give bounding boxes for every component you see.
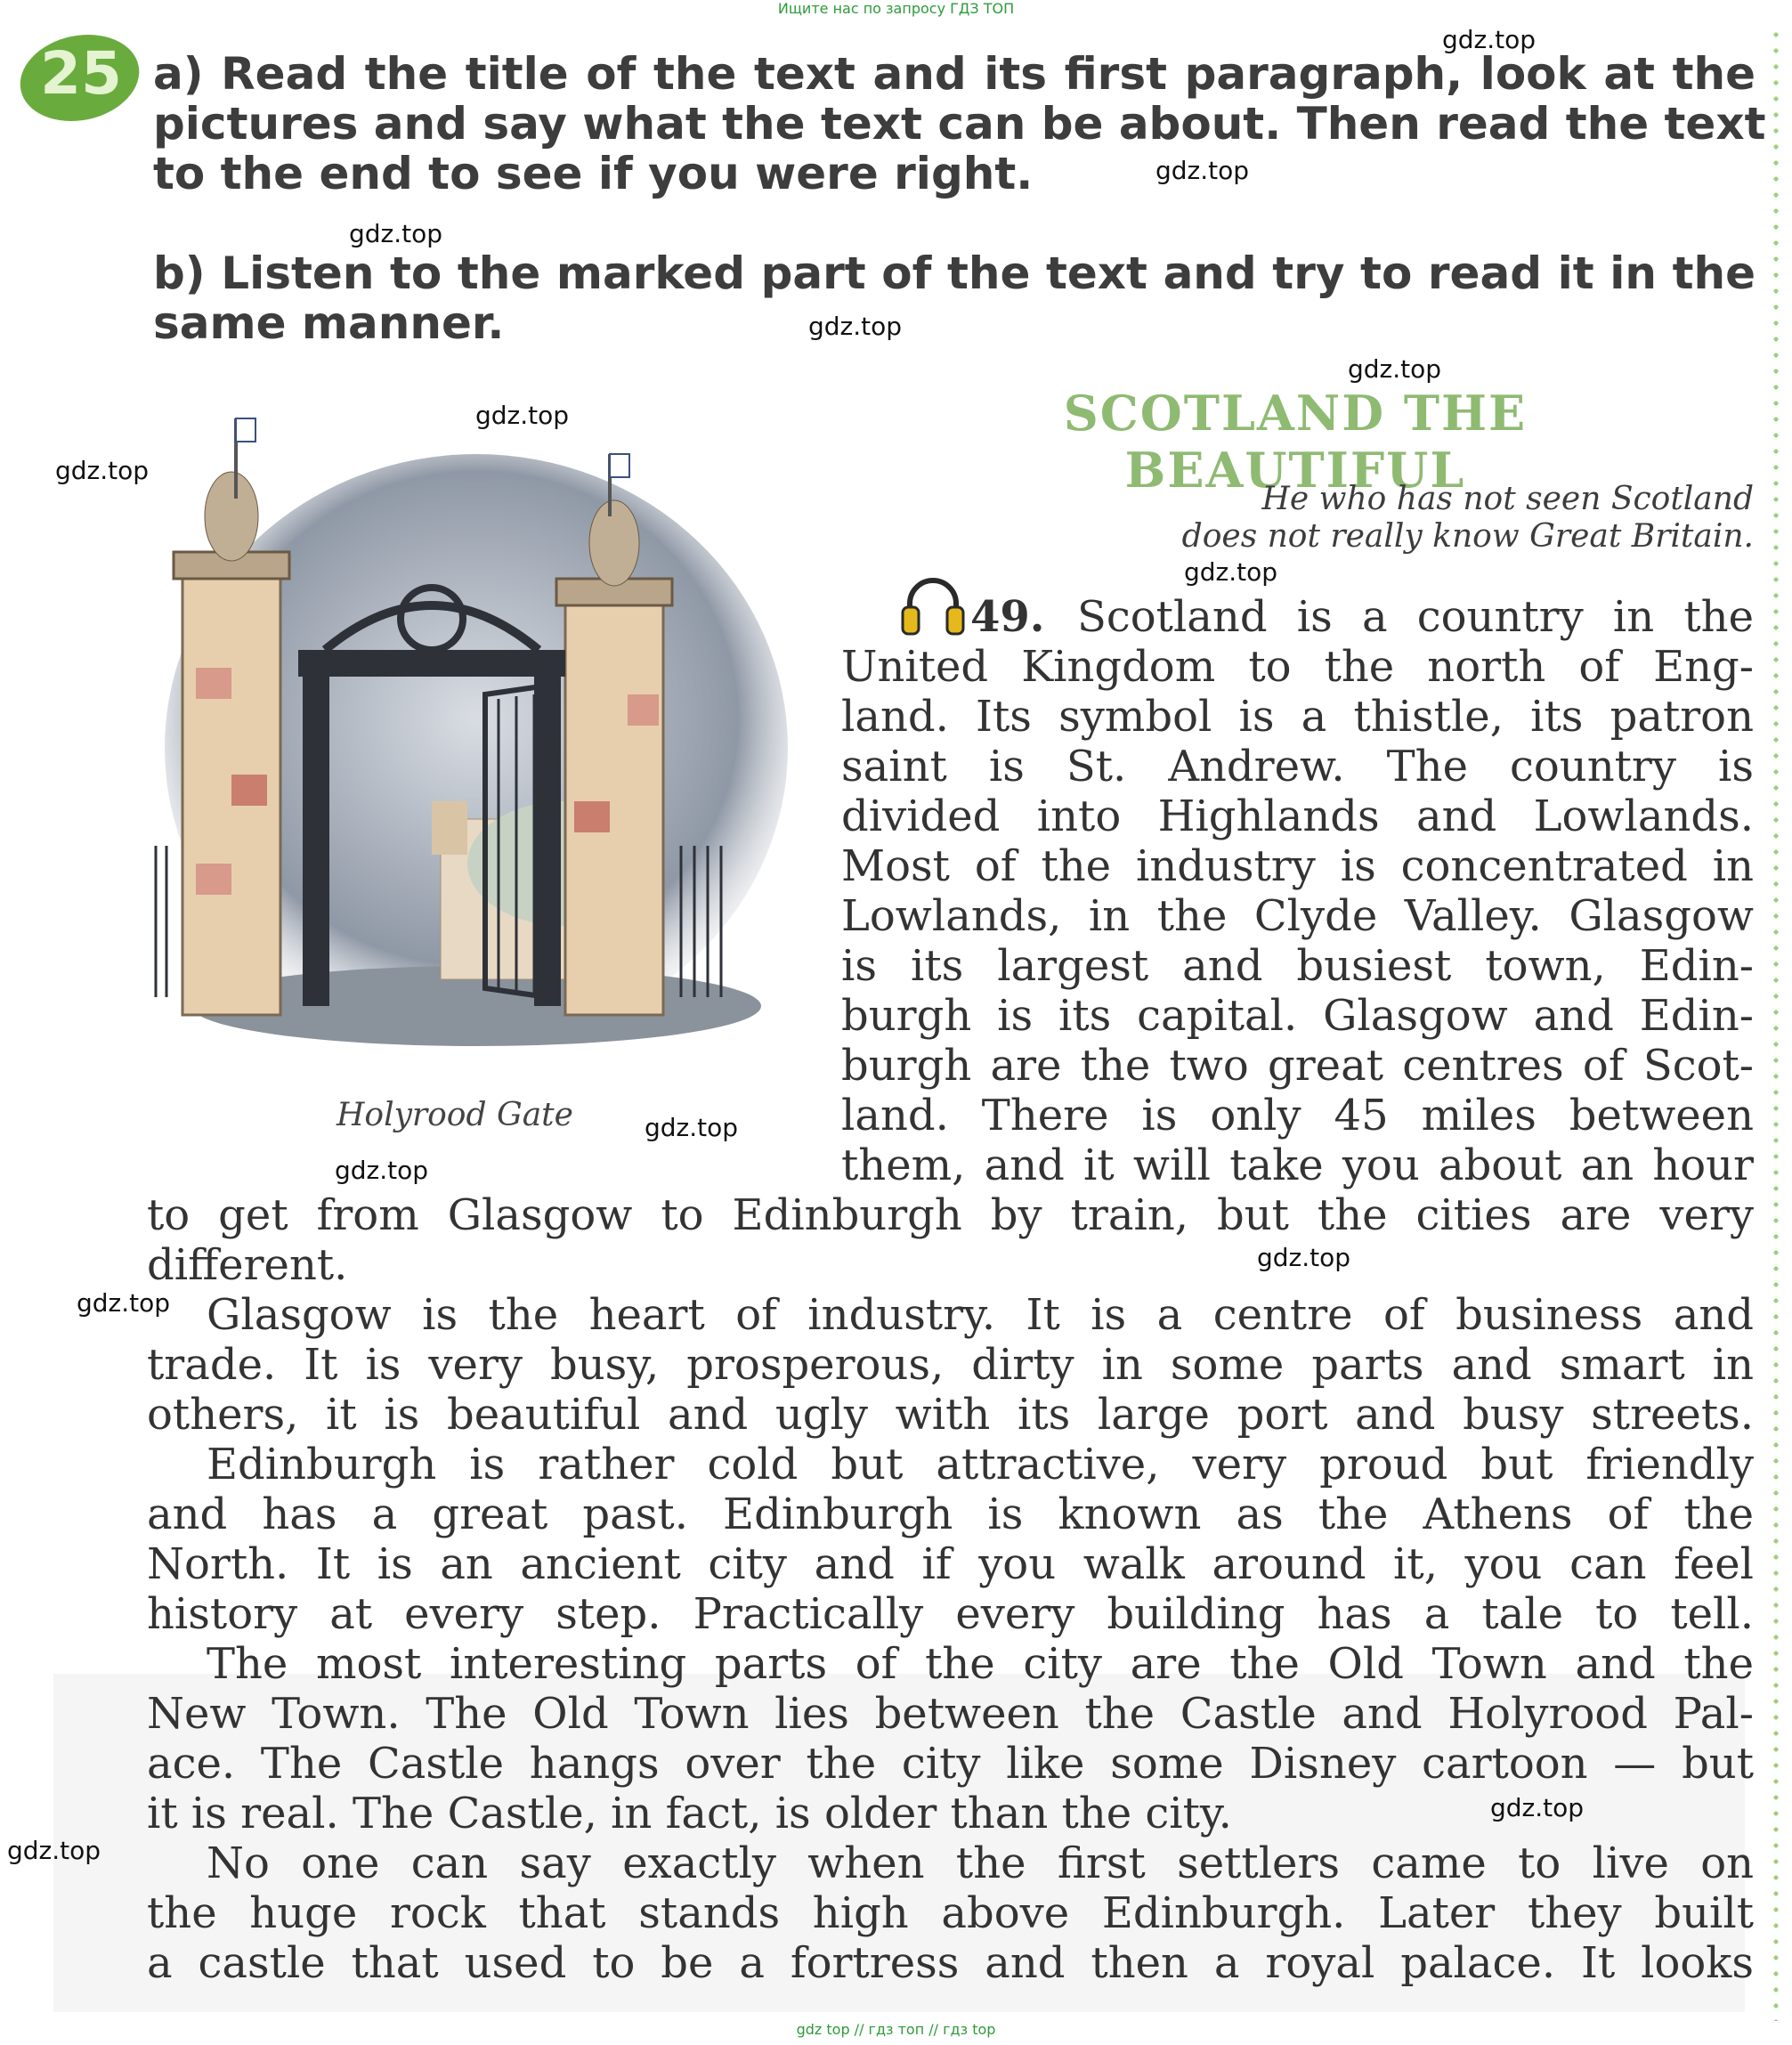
watermark: gdz.top xyxy=(1442,25,1537,54)
watermark: gdz.top xyxy=(1155,156,1250,185)
body-line: No one can say exactly when the first settlers came to live on xyxy=(207,1838,1754,1888)
watermark: gdz.top xyxy=(55,456,150,485)
top-banner: Ищите нас по запросу ГДЗ ТОП xyxy=(777,0,1015,17)
watermark: gdz.top xyxy=(645,1113,739,1142)
watermark: gdz.top xyxy=(1257,1243,1351,1272)
body-line: Scotland is a country in the xyxy=(1077,592,1754,642)
body-line: burgh is its capital. Glasgow and Edin- xyxy=(841,991,1754,1041)
track-number: 49. xyxy=(970,592,1045,642)
body-line: and has a great past. Edinburgh is known as the Athens of the xyxy=(147,1489,1754,1539)
task-b-line: same manner. xyxy=(153,297,505,349)
body-line: different. xyxy=(147,1240,348,1290)
body-line: divided into Highlands and Lowlands. xyxy=(841,791,1754,841)
watermark: gdz.top xyxy=(349,219,443,248)
body-line: Most of the industry is concentrated in xyxy=(841,841,1754,891)
body-line: North. It is an ancient city and if you walk around it, you can feel xyxy=(147,1539,1754,1589)
task-a-line: to the end to see if you were right. xyxy=(153,148,1034,199)
illustration-caption: Holyrood Gate xyxy=(337,1097,573,1133)
body-line: a castle that used to be a fortress and then a royal palace. It looks xyxy=(147,1938,1754,1988)
epigraph-line: does not really know Great Britain. xyxy=(1181,518,1754,555)
body-line: history at every step. Practically every building has a tale to tell. xyxy=(147,1589,1754,1639)
body-line: ace. The Castle hangs over the city like some Disney cartoon — but xyxy=(147,1739,1754,1789)
dotted-margin-border xyxy=(1772,27,1780,2021)
watermark: gdz.top xyxy=(1490,1793,1585,1822)
body-line: trade. It is very busy, prosperous, dirty in some parts and smart in xyxy=(147,1340,1754,1390)
body-line: New Town. The Old Town lies between the Castle and Holyrood Pal- xyxy=(147,1689,1754,1739)
body-line: Glasgow is the heart of industry. It is a centre of business and xyxy=(207,1290,1754,1340)
task-a-line: a) Read the title of the text and its first paragraph, look at the xyxy=(153,48,1756,100)
body-line: others, it is beautiful and ugly with its large port and busy streets. xyxy=(147,1390,1754,1440)
watermark: gdz.top xyxy=(335,1156,429,1185)
body-line: Lowlands, in the Clyde Valley. Glasgow xyxy=(841,891,1754,941)
task-b-line: b) Listen to the marked part of the text and try to read it in the xyxy=(153,248,1756,299)
watermark: gdz.top xyxy=(77,1288,171,1318)
body-line: Edinburgh is rather cold but attractive, very proud but friendly xyxy=(207,1440,1754,1489)
body-line: is its largest and busiest town, Edin- xyxy=(841,941,1754,991)
watermark: gdz.top xyxy=(1348,354,1442,384)
headphones-icon xyxy=(901,575,965,636)
body-line: them, and it will take you about an hour xyxy=(841,1140,1754,1190)
watermark: gdz.top xyxy=(7,1836,101,1865)
body-line: land. Its symbol is a thistle, its patron xyxy=(841,692,1754,742)
watermark: gdz.top xyxy=(808,312,903,341)
body-line: the huge rock that stands high above Edinburgh. Later they built xyxy=(147,1888,1754,1938)
body-line: saint is St. Andrew. The country is xyxy=(841,742,1754,791)
task-a-line: pictures and say what the text can be about. Then read the text xyxy=(153,98,1766,150)
watermark: gdz.top xyxy=(1184,557,1278,587)
body-line: burgh are the two great centres of Scot- xyxy=(841,1041,1754,1091)
body-line: to get from Glasgow to Edinburgh by train, but the cities are very xyxy=(147,1190,1754,1240)
bottom-banner: gdz top // гдз топ // гдз top xyxy=(796,2021,996,2038)
body-line: it is real. The Castle, in fact, is older than the city. xyxy=(147,1789,1232,1838)
holyrood-gate-illustration xyxy=(147,401,788,1077)
body-line: United Kingdom to the north of Eng- xyxy=(841,642,1754,692)
body-line: land. There is only 45 miles between xyxy=(841,1091,1754,1140)
exercise-number: 25 xyxy=(40,39,122,108)
watermark: gdz.top xyxy=(475,401,570,430)
body-line: The most interesting parts of the city are the Old Town and the xyxy=(207,1639,1754,1689)
epigraph-line: He who has not seen Scotland xyxy=(1261,481,1754,517)
text-title: SCOTLAND THE BEAUTIFUL xyxy=(1063,385,1528,499)
